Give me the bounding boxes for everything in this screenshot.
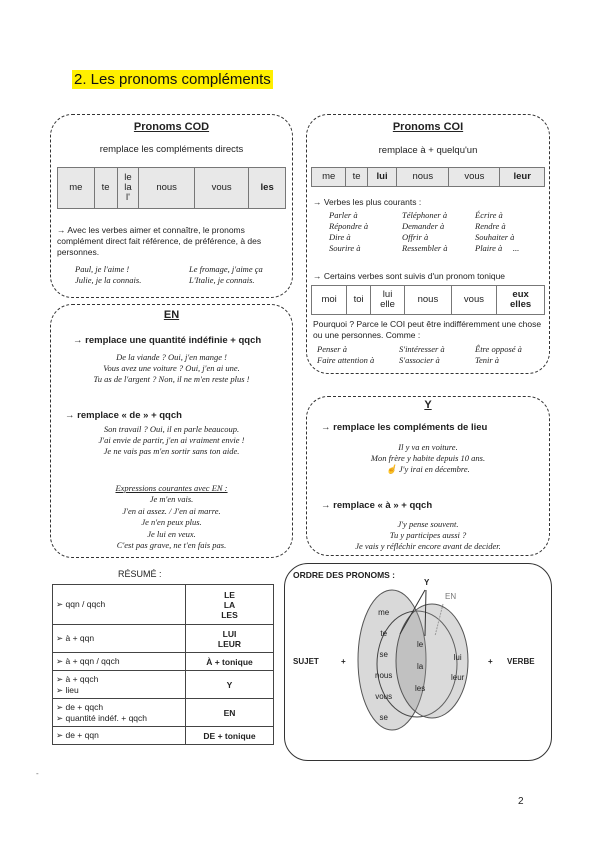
coi-pronoun: vous (449, 168, 500, 187)
cod-pronoun: nous (139, 168, 195, 209)
verbe-label: VERBE (507, 657, 535, 666)
coi-subtitle: remplace à + quelqu'un (378, 145, 478, 156)
resume-row (53, 699, 274, 727)
resume-left: ➢ quantité indéf. + qqch (56, 712, 148, 723)
en-expression: J'en ai assez. / J'en ai marre. (122, 505, 221, 516)
y-example: Tu y participes aussi ? (389, 530, 467, 540)
tonic-pronoun: lui elle (371, 286, 405, 315)
en-expression: C'est pas grave, ne t'en fais pas. (116, 540, 227, 550)
en-rule-2: → remplace « de » + qqch (65, 410, 182, 421)
cod-pronoun-table (57, 167, 286, 209)
cod-pronoun: le la l' (117, 168, 139, 209)
coi-verb: Offrir à (402, 232, 429, 242)
y-example: ☝ J'y irai en décembre. (386, 464, 470, 474)
coi-tonic-table (311, 285, 545, 315)
coi-verbs-intro: → Verbes les plus courants : (313, 197, 422, 207)
coi-pronoun-table (311, 167, 545, 187)
coi-pronoun: leur (500, 168, 545, 187)
en-expression: Je lui en veux. (147, 528, 196, 539)
cod-title: Pronoms COD (133, 121, 210, 133)
resume-row (53, 625, 274, 653)
cod-subtitle: remplace les compléments directs (99, 144, 244, 155)
coi-box (306, 114, 550, 374)
stray-mark: - (36, 769, 39, 778)
coi-pronoun: te (346, 168, 368, 187)
resume-title: RÉSUMÉ : (118, 569, 162, 579)
ordre-title: ORDRE DES PRONOMS : (293, 570, 396, 580)
coi-pronoun: nous (397, 168, 449, 187)
tonic-verb: Penser à (317, 344, 347, 354)
en-example: De la viande ? Oui, j'en mange ! (116, 352, 227, 362)
en-title: EN (163, 309, 180, 321)
y-example: Il y va en voiture. (398, 442, 458, 452)
section-title: 2. Les pronoms compléments (74, 71, 271, 88)
resume-row (53, 653, 274, 671)
coi-pronoun: lui (367, 168, 396, 187)
en-example: Tu as de l'argent ? Non, il ne m'en reste plus ! (93, 374, 250, 384)
y-box (306, 396, 550, 556)
cod-example-right-1: Le fromage, j'aime ça (189, 264, 263, 274)
en-rule-1: → remplace une quantité indéfinie + qqch (73, 335, 262, 346)
y-rule-2: → remplace « à » + qqch (321, 500, 433, 511)
tonic-verb: Faire attention à (317, 355, 375, 365)
venn-pronoun: nous (375, 671, 393, 680)
coi-verb: Répondre à (329, 221, 369, 231)
coi-verb: Plaire à ... (475, 243, 520, 253)
cod-pronoun: les (249, 168, 286, 209)
en-example: Son travail ? Oui, il en parle beaucoup. (103, 424, 240, 434)
en-box (50, 304, 293, 558)
coi-title: Pronoms COI (392, 121, 464, 133)
resume-right: DE + tonique (186, 727, 274, 745)
coi-verb: Sourire à (329, 243, 361, 253)
coi-verb: Rendre à (475, 221, 506, 231)
en-expressions-title: Expressions courantes avec EN : (115, 483, 228, 493)
coi-tonic-intro: → Certains verbes sont suivis d'un pronom tonique (313, 271, 506, 281)
sujet-label: SUJET (293, 657, 319, 666)
coi-verb: Téléphoner à (402, 210, 448, 220)
venn-pronoun: me (378, 608, 390, 617)
venn-pronoun: te (380, 629, 388, 638)
en-example: Vous avez une voiture ? Oui, j'en ai une. (103, 363, 240, 373)
resume-right: LE LA LES (186, 585, 274, 625)
cod-box (50, 114, 293, 298)
cod-pronoun: vous (194, 168, 248, 209)
resume-right: Y (186, 671, 274, 699)
cod-example-left-1: Paul, je l'aime ! (75, 264, 130, 274)
tonic-verb: Être opposé à (475, 344, 522, 354)
plus-sign: + (341, 657, 346, 666)
venn-pronoun: se (379, 713, 388, 722)
venn-pronoun: les (415, 684, 426, 693)
tonic-verb: S'associer à (399, 355, 440, 365)
coi-verb: Dire à (329, 232, 351, 242)
coi-verb: Parler à (329, 210, 358, 220)
resume-left: ➢ de + qqch (56, 701, 104, 712)
resume-right: EN (186, 699, 274, 727)
en-example: J'ai envie de partir, j'en ai vraiment envie ! (98, 435, 245, 445)
resume-right: À + tonique (186, 653, 274, 671)
venn-pronoun: la (417, 662, 424, 671)
venn-pronoun: vous (375, 692, 393, 701)
venn-pronoun: se (379, 650, 388, 659)
resume-row (53, 585, 274, 625)
resume-left: ➢ à + qqch (56, 673, 99, 684)
tonic-verb: Tenir à (475, 355, 500, 365)
resume-left: ➢ de + qqn (53, 727, 186, 745)
coi-why: Pourquoi ? Parce le COI peut être indifféremment une chose ou une personnes. Comme : (313, 319, 542, 340)
coi-verb: Écrire à (475, 210, 503, 220)
en-example: Je ne vais pas m'en sortir sans ton aide. (103, 446, 240, 456)
tonic-pronoun: eux elles (497, 286, 545, 315)
coi-verb: Demander à (402, 221, 445, 231)
tonic-pronoun: toi (347, 286, 371, 315)
tonic-pronoun: nous (405, 286, 452, 315)
resume-left: ➢ lieu (56, 684, 79, 695)
y-title: Y (424, 399, 432, 411)
pin-icon: ☝ (386, 464, 399, 474)
plus-sign: + (488, 657, 493, 666)
resume-left: ➢ à + qqn / qqch (53, 653, 186, 671)
coi-verb: Souhaiter à (475, 232, 515, 242)
cod-pronoun: me (58, 168, 95, 209)
resume-left: ➢ à + qqn (53, 625, 186, 653)
venn-pronoun: leur (451, 673, 465, 682)
ordre-box (284, 563, 552, 761)
resume-right: LUI LEUR (186, 625, 274, 653)
tonic-verb: S'intéresser à (399, 344, 445, 354)
resume-table (52, 584, 274, 745)
tonic-pronoun: moi (312, 286, 347, 315)
cod-example-left-2: Julie, je la connais. (75, 275, 142, 285)
page-number: 2 (518, 796, 524, 807)
cod-pronoun: te (94, 168, 117, 209)
en-expression: Je n'en peux plus. (141, 517, 202, 527)
venn-pronoun: lui (453, 653, 462, 662)
resume-row (53, 727, 274, 745)
y-example: Mon frère y habite depuis 10 ans. (370, 453, 486, 463)
resume-left: ➢ qqn / qqch (53, 585, 186, 625)
y-example: Je vais y réfléchir encore avant de decider. (355, 541, 501, 551)
venn-pronoun: le (417, 640, 424, 649)
y-label: Y (424, 578, 430, 587)
coi-pronoun: me (312, 168, 346, 187)
cod-note: → Avec les verbes aimer et connaître, le pronoms complément direct fait référence, de préférence, à des personnes. (57, 225, 262, 257)
tonic-pronoun: vous (451, 286, 496, 315)
en-expression: Je m'en vais. (149, 494, 194, 504)
y-rule-1: → remplace les compléments de lieu (321, 422, 488, 433)
en-label: EN (445, 592, 457, 601)
resume-row (53, 671, 274, 699)
coi-verb: Ressembler à (402, 243, 448, 253)
y-example: J'y pense souvent. (397, 519, 459, 529)
cod-example-right-2: L'Italie, je connais. (189, 275, 255, 285)
